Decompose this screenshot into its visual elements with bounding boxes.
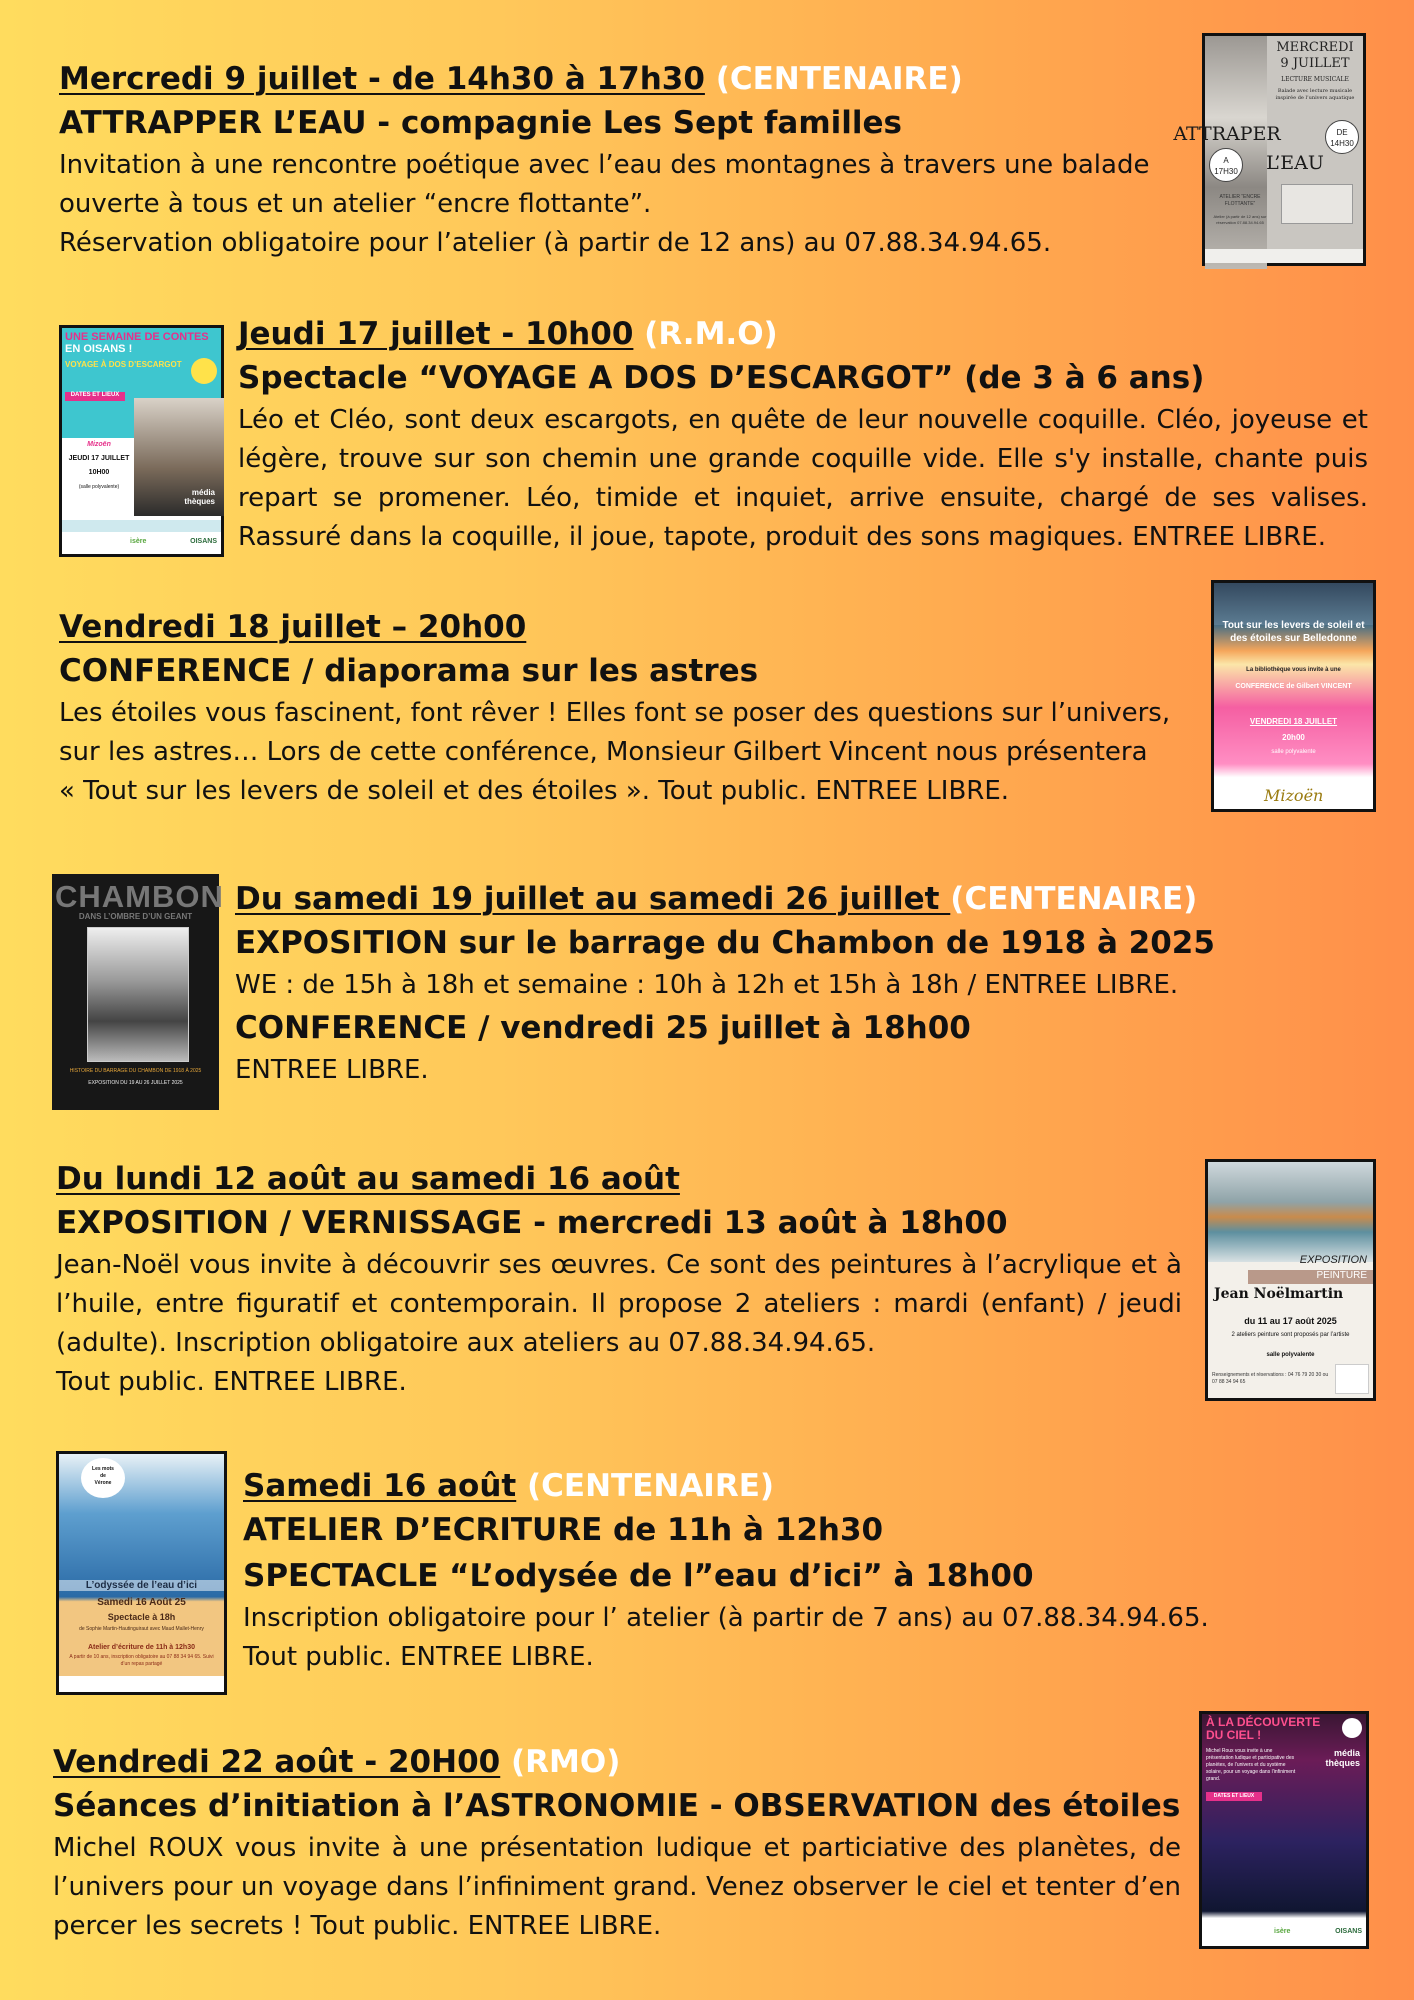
event-entry: ENTREE LIBRE. [235,1055,429,1085]
event-title: Séances d’initiation à l’ASTRONOMIE - OBSERVATION des étoiles [53,1788,1181,1824]
event-hours: WE : de 15h à 18h et semaine : 10h à 12h et 15h à 18h / ENTREE LIBRE. [235,970,1179,1000]
event-title: Spectacle “VOYAGE A DOS D’ESCARGOT” (de 3 à 6 ans) [238,360,1205,396]
event-desc-line: Invitation à une rencontre poétique avec l’eau des montagnes à travers une balade [59,150,1150,180]
poster-date [1267,40,1363,72]
event-description: Léo et Cléo, sont deux escargots, en quête de leur nouvelle coquille. Cléo, joyeuse et légère, trouve sur son chemin une grande coquille vide. Elle s'y installe, chante puis repart se promener. Léo, timide et inquiet, arrive ensuite, chargé de ses valises. Rassuré dans la coquille, il joue, tapote, produit des sons magiques. ENTREE LIBRE. [238,405,1368,552]
poster-line: Les mots [92,1466,114,1472]
event-date: Vendredi 18 juillet – 20h00 [59,609,527,645]
poster-logo: Mizoën [87,441,111,448]
poster-line: de [100,1473,106,1479]
poster-badge [1325,120,1359,154]
event-subtitle: CONFERENCE / vendredi 25 juillet à 18h00 [235,1010,971,1046]
poster-logo: Mizoën [1264,786,1324,805]
poster-sticker [191,358,217,384]
poster-footer [59,1676,224,1692]
poster-contact: Renseignements et réservations : 04 76 79 20 30 ou 07 88 34 94 65 [1212,1372,1329,1385]
poster-author: de Sophie Martin-Hautinguiraut avec Maud Mallet-Henry [79,1626,204,1632]
poster-info: A partir de 10 ans, inscription obligatoire au 07 88 34 94 65. Suivi d’un repas partagé [69,1654,214,1667]
event-description [59,146,1194,263]
poster-date: JEUDI 17 JUILLET [68,455,130,462]
poster-show: VOYAGE À DOS D’ESCARGOT [65,360,182,369]
poster-line: 17H30 [1214,167,1238,176]
poster-atelier: ATELIER “ENCRE FLOTTANTE” [1219,194,1261,207]
poster-subtitle: LECTURE MUSICALE [1281,76,1349,83]
poster-line: A [1223,156,1229,165]
event-date: Vendredi 22 août - 20H00 [53,1744,501,1780]
poster-voyage-escargot [59,325,224,557]
poster-caption: HISTOIRE DU BARRAGE DU CHAMBON DE 1918 À 2025 [69,1068,202,1074]
event-date-line [59,606,1209,648]
poster-desc: Balade avec lecture musicale inspirée de l’univers aquatique [1275,88,1355,101]
poster-line: DU CIEL ! [1206,1728,1262,1742]
event-title: EXPOSITION sur le barrage du Chambon de 1918 à 2025 [235,925,1215,961]
poster-chambon [52,874,224,1110]
poster-title: L’odyssée de l’eau d’ici [59,1580,224,1591]
poster-line: 14H30 [1330,139,1354,148]
poster-line: DE [1336,128,1348,137]
poster-invite: La bibliothèque vous invite à une [1246,667,1341,673]
event-entry: Tout public. ENTREE LIBRE. [56,1367,407,1397]
poster-footer-logo: isère [130,538,147,545]
poster-dates: EXPOSITION DU 19 AU 26 JUILLET 2025 [88,1080,183,1086]
event-3 [59,606,1209,811]
poster-line: À LA DÉCOUVERTE [1206,1715,1321,1729]
poster-decouverte-ciel [1199,1711,1369,1949]
event-date-line [56,1158,1182,1200]
event-date-line [235,878,1375,920]
poster-place: salle polyvalente [1271,749,1316,755]
poster-conf: CONFERENCE de Gilbert VINCENT [1235,683,1352,690]
poster-time: 20h00 [1282,733,1305,742]
poster-painting [1208,1162,1373,1262]
poster-line: Vérone [94,1480,112,1486]
event-title: EXPOSITION / VERNISSAGE - mercredi 13 août à 18h00 [56,1205,1008,1241]
event-description: Jean-Noël vous invite à découvrir ses œuvres. Ce sont des peintures à l’acrylique et à l’huile, entre figuratif et contemporain. Il propose 2 ateliers : mardi (enfant) / jeudi (adulte). Inscription obligatoire aux ateliers au 07.88.34.94.65. [56,1250,1182,1358]
event-desc-line: « Tout sur les levers de soleil et des étoiles ». Tout public. ENTREE LIBRE. [59,776,1010,806]
poster-desc: Michel Roux vous invite à une présentation ludique et participative des planètes, de l’univers et du système solaire, pour un voyage dans l’infiniment grand. [1206,1748,1296,1782]
poster-odyssee [56,1451,227,1695]
poster-footer [62,532,221,554]
poster-line: média [1333,1748,1360,1758]
event-tag: (RMO) [500,1744,621,1780]
poster-brand [1325,1748,1360,1768]
event-tag: (CENTENAIRE) [516,1468,775,1504]
poster-date: VENDREDI 18 JUILLET [1249,717,1338,726]
event-desc-line: sur les astres… Lors de cette conférence, Monsieur Gilbert Vincent nous présentera [59,737,1148,767]
event-tag: (CENTENAIRE) [950,881,1198,917]
event-tag: (CENTENAIRE) [704,61,963,97]
poster-footer-logo: OISANS [1335,1928,1362,1935]
event-6 [243,1465,1373,1677]
event-desc-line: Inscription obligatoire pour l’ atelier (à partir de 7 ans) au 07.88.34.94.65. [243,1603,1209,1633]
event-desc-line: Les étoiles vous fascinent, font rêver ! Elles font se poser des questions sur l’univers, [59,698,1171,728]
event-date-line [238,313,1368,355]
poster-line: 9 JUILLET [1280,56,1350,71]
poster-bubble [81,1458,125,1498]
event-desc-line: ouverte à tous et un atelier “encre flottante”. [59,189,652,219]
poster-place: salle polyvalente [1266,1352,1315,1358]
poster-head [1206,1716,1320,1742]
poster-line: média [191,488,215,497]
poster-footer [1205,249,1363,263]
poster-photo [87,927,189,1062]
event-date: Du lundi 12 août au samedi 16 août [56,1161,680,1197]
poster-resa: Atelier (à partir de 12 ans) sur réservation 07.88.34.94.65 [1213,214,1267,225]
poster-head: Tout sur les levers de soleil et des étoiles sur Belledonne [1222,620,1365,644]
poster-footer-logo: OISANS [190,538,217,545]
poster-conference-astres [1211,580,1376,812]
poster-badge [1209,148,1243,182]
event-title: CONFERENCE / diaporama sur les astres [59,653,759,689]
poster-line: MERCREDI [1276,40,1354,55]
event-4 [235,878,1375,1090]
event-subtitle: SPECTACLE “L’odysée de l”eau d’ici” à 18h00 [243,1558,1034,1594]
poster-subhead: DANS L’OMBRE D’UN GEANT [78,912,193,921]
poster-peinture: PEINTURE [1248,1270,1373,1284]
poster-sticker [1342,1718,1362,1738]
poster-attraper-leau [1173,33,1366,266]
event-tag: (R.M.O) [633,316,778,352]
poster-line: thèques [1325,1758,1360,1768]
poster-line: ATTRAPER [1173,123,1281,145]
poster-title-line: L’EAU [1266,152,1324,174]
event-title: ATTRAPPER L’EAU - compagnie Les Sept familles [59,105,902,141]
event-date: Du samedi 19 juillet au samedi 26 juillet [235,881,951,917]
poster-show: Spectacle à 18h [107,1612,176,1622]
poster-time: 10H00 [88,469,110,476]
poster-dates: du 11 au 17 août 2025 [1244,1316,1337,1326]
poster-image [1281,184,1353,224]
poster-atelier: Atelier d’écriture de 11h à 12h30 [88,1644,195,1651]
event-date: Mercredi 9 juillet - de 14h30 à 17h30 [59,61,705,97]
poster-title [1147,122,1307,147]
poster-info [64,438,134,494]
event-date-line [243,1465,1373,1507]
poster-place: (salle polyvalente) [78,484,120,490]
poster-line: EN OISANS ! [65,343,133,355]
poster-footer [1202,1920,1366,1946]
event-2 [238,313,1368,557]
poster-brand [184,488,215,506]
poster-line: thèques [184,497,215,506]
event-date: Samedi 16 août [243,1468,517,1504]
poster-date: Samedi 16 Août 25 [97,1597,186,1608]
event-description [243,1599,1373,1677]
poster-head [62,331,221,355]
event-5 [56,1158,1182,1402]
poster-head: CHAMBON [55,879,224,914]
event-date-line [59,58,1194,100]
poster-artist: Jean Noëlmartin [1214,1286,1344,1302]
poster-ateliers: 2 ateliers peinture sont proposés par l’artiste [1231,1332,1350,1338]
poster-footer-logo: isère [1274,1928,1291,1935]
event-date: Jeudi 17 juillet - 10h00 [238,316,634,352]
poster-expo: EXPOSITION [1299,1254,1367,1266]
event-date-line [53,1741,1181,1783]
event-7 [53,1741,1181,1946]
poster-band: DATES ET LIEUX [1206,1792,1262,1801]
event-title: ATELIER D’ECRITURE de 11h à 12h30 [243,1512,884,1548]
poster-band: DATES ET LIEUX [65,392,125,401]
event-desc-line: Réservation obligatoire pour l’atelier (à partir de 12 ans) au 07.88.34.94.65. [59,228,1052,258]
event-desc-line: Tout public. ENTREE LIBRE. [243,1642,594,1672]
poster-line: UNE SEMAINE DE CONTES [65,331,209,343]
poster-exposition-peinture [1205,1159,1376,1401]
event-description: Michel ROUX vous invite à une présentation ludique et particiative des planètes, de l’univers pour un voyage dans l’infiniment grand. Venez observer le ciel et tenter d’en percer les secrets ! Tout public. ENTREE LIBRE. [53,1833,1181,1941]
event-1 [59,58,1194,263]
poster-logo [1335,1364,1369,1394]
event-description [59,694,1209,811]
